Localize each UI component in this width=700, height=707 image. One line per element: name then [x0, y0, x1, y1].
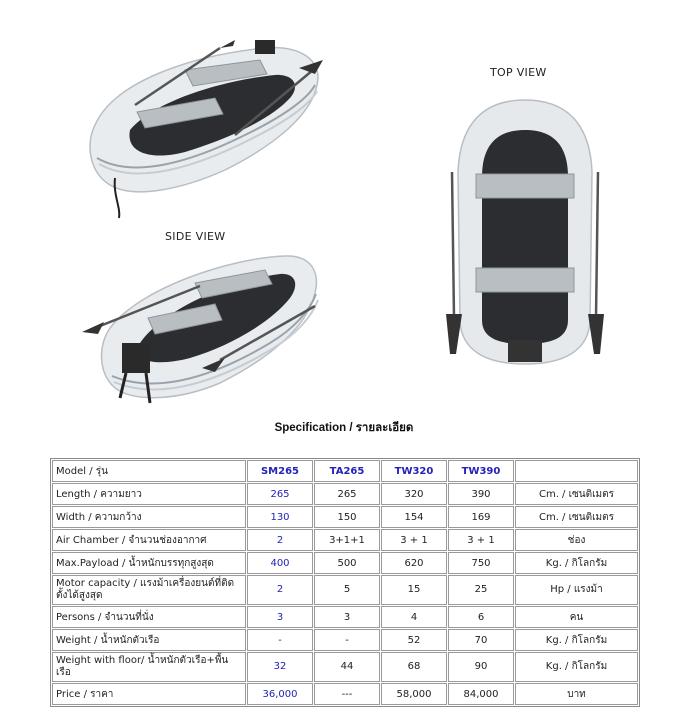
table-row — [52, 652, 638, 682]
row-label: Weight with floor/ น้ำหนักตัวเรือ+พื้นเรือ — [52, 652, 246, 682]
cell-value: 400 — [247, 552, 313, 574]
model-tw320: TW320 — [381, 460, 447, 482]
cell-value: 320 — [381, 483, 447, 505]
cell-value: 90 — [448, 652, 514, 682]
cell-value: 44 — [314, 652, 380, 682]
top-view-label: TOP VIEW — [490, 66, 547, 79]
cell-value: 130 — [247, 506, 313, 528]
cell-value: 2 — [247, 529, 313, 551]
cell-value: 5 — [314, 575, 380, 605]
spec-title: Specification / รายละเอียด — [274, 422, 414, 434]
boat-photo-side — [80, 248, 325, 413]
table-row — [52, 552, 638, 574]
table-header-row — [52, 460, 638, 482]
cell-value: 750 — [448, 552, 514, 574]
table-row — [52, 606, 638, 628]
row-label: Width / ความกว้าง — [52, 506, 246, 528]
cell-value: 36,000 — [247, 683, 313, 705]
table-row — [52, 506, 638, 528]
row-unit: Cm. / เซนติเมตร — [515, 483, 638, 505]
cell-value: 3+1+1 — [314, 529, 380, 551]
cell-value: 25 — [448, 575, 514, 605]
row-label: Weight / น้ำหนักตัวเรือ — [52, 629, 246, 651]
cell-value: 3 + 1 — [448, 529, 514, 551]
row-label: Length / ความยาว — [52, 483, 246, 505]
row-unit: Cm. / เซนติเมตร — [515, 506, 638, 528]
cell-value: 154 — [381, 506, 447, 528]
row-unit: คน — [515, 606, 638, 628]
row-unit: Hp / แรงม้า — [515, 575, 638, 605]
row-label: Air Chamber / จำนวนช่องอากาศ — [52, 529, 246, 551]
cell-value: 4 — [381, 606, 447, 628]
cell-value: 265 — [247, 483, 313, 505]
row-unit: Kg. / กิโลกรัม — [515, 652, 638, 682]
table-row — [52, 683, 638, 705]
cell-value: 2 — [247, 575, 313, 605]
cell-value: 84,000 — [448, 683, 514, 705]
cell-value: - — [314, 629, 380, 651]
table-row — [52, 529, 638, 551]
cell-value: 3 — [314, 606, 380, 628]
cell-value: 3 + 1 — [381, 529, 447, 551]
row-unit: บาท — [515, 683, 638, 705]
cell-value: 15 — [381, 575, 447, 605]
row-label: Motor capacity / แรงม้าเครื่องยนต์ที่ติดตั้งได้สูงสุด — [52, 575, 246, 605]
row-unit: ช่อง — [515, 529, 638, 551]
header-unit — [515, 460, 638, 482]
cell-value: 265 — [314, 483, 380, 505]
cell-value: 6 — [448, 606, 514, 628]
cell-value: 390 — [448, 483, 514, 505]
table-row — [52, 629, 638, 651]
spec-table — [50, 458, 640, 707]
cell-value: 58,000 — [381, 683, 447, 705]
cell-value: 620 — [381, 552, 447, 574]
cell-value: 3 — [247, 606, 313, 628]
table-row — [52, 575, 638, 605]
row-label: Persons / จำนวนที่นั่ง — [52, 606, 246, 628]
model-ta265: TA265 — [314, 460, 380, 482]
model-tw390: TW390 — [448, 460, 514, 482]
row-label: Max.Payload / น้ำหนักบรรทุกสูงสุด — [52, 552, 246, 574]
cell-value: 169 — [448, 506, 514, 528]
boat-photo-top — [440, 92, 610, 382]
row-unit: Kg. / กิโลกรัม — [515, 629, 638, 651]
row-unit: Kg. / กิโลกรัม — [515, 552, 638, 574]
cell-value: 52 — [381, 629, 447, 651]
cell-value: 68 — [381, 652, 447, 682]
row-label: Price / ราคา — [52, 683, 246, 705]
cell-value: - — [247, 629, 313, 651]
cell-value: 32 — [247, 652, 313, 682]
cell-value: 500 — [314, 552, 380, 574]
cell-value: 70 — [448, 629, 514, 651]
table-row — [52, 483, 638, 505]
boat-photo-perspective — [75, 30, 335, 220]
header-label: Model / รุ่น — [52, 460, 246, 482]
side-view-label: SIDE VIEW — [165, 230, 226, 243]
cell-value: 150 — [314, 506, 380, 528]
model-sm265: SM265 — [247, 460, 313, 482]
cell-value: --- — [314, 683, 380, 705]
